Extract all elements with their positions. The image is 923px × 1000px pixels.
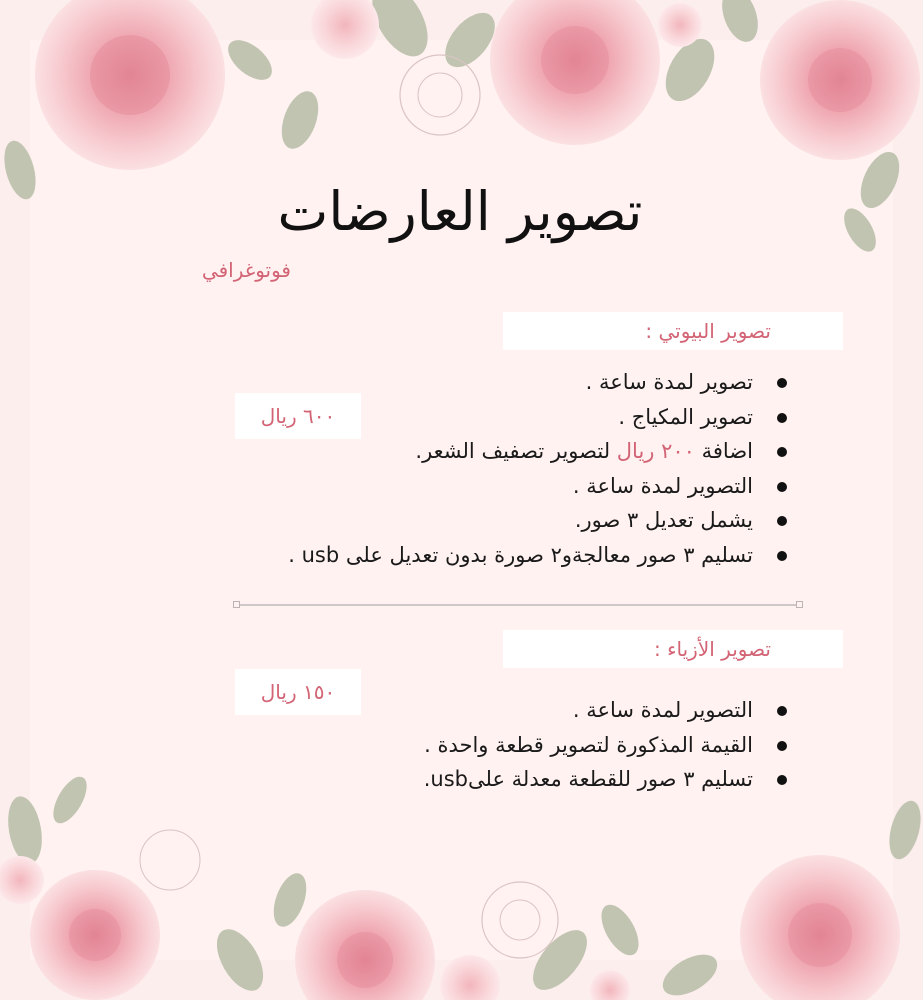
list-item: التصوير لمدة ساعة . <box>424 693 791 728</box>
list-item: التصوير لمدة ساعة . <box>288 469 791 504</box>
page-subtitle: فوتوغرافي <box>201 258 291 282</box>
list-item: القيمة المذكورة لتصوير قطعة واحدة . <box>424 728 791 763</box>
list-item: تصوير المكياج . <box>288 400 791 435</box>
list-item: تسليم ٣ صور معالجةو٢ صورة بدون تعديل على usb . <box>288 538 791 573</box>
fashion-items-list <box>424 693 791 797</box>
list-item: يشمل تعديل ٣ صور. <box>288 503 791 538</box>
section-divider <box>235 604 801 606</box>
section-heading-beauty: تصوير البيوتي : <box>503 312 843 350</box>
price-badge-beauty: ٦٠٠ ريال <box>235 393 361 439</box>
list-item <box>288 434 791 469</box>
list-item-suffix: لتصوير تصفيف الشعر. <box>415 439 617 463</box>
section-heading-fashion: تصوير الأزياء : <box>503 630 843 668</box>
price-badge-fashion: ١٥٠ ريال <box>235 669 361 715</box>
beauty-items-list <box>288 365 791 572</box>
list-item: تصوير لمدة ساعة . <box>288 365 791 400</box>
page-title: تصوير العارضات <box>277 180 643 243</box>
list-item: تسليم ٣ صور للقطعة معدلة علىusb. <box>424 762 791 797</box>
list-item-prefix: اضافة <box>694 439 753 463</box>
list-item-price-highlight: ٢٠٠ ريال <box>616 439 695 463</box>
